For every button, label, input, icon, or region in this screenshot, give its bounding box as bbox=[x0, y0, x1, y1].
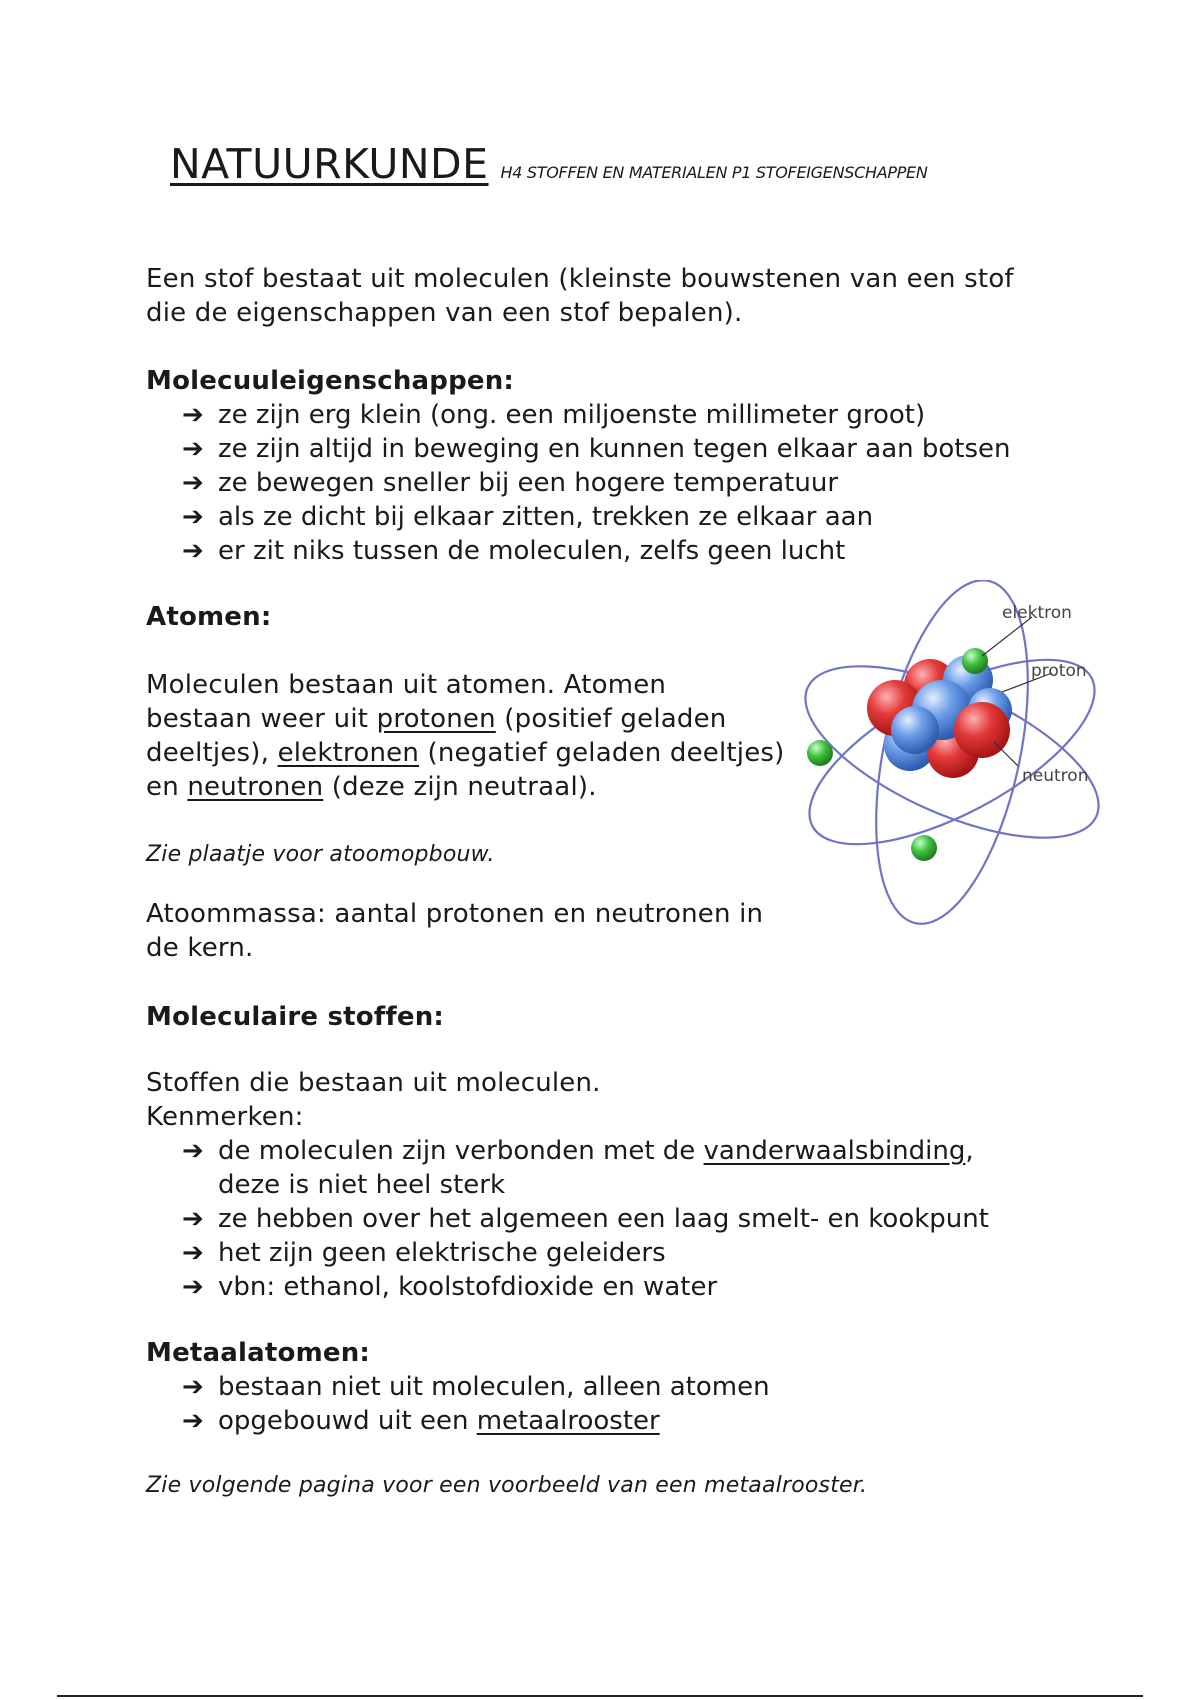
atomen-note: Zie plaatje voor atoomopbouw. bbox=[146, 842, 495, 867]
list-item: ➔ ze zijn erg klein (ong. een miljoenste millimeter groot) bbox=[182, 400, 926, 430]
label-proton: proton bbox=[1031, 661, 1087, 681]
moleculair-paragraph: Stoffen die bestaan uit moleculen. Kenmerken: bbox=[146, 1068, 601, 1132]
arrow-icon: ➔ bbox=[182, 1136, 204, 1166]
moleculair-heading: Moleculaire stoffen: bbox=[146, 1002, 445, 1032]
page-title: NATUURKUNDE bbox=[170, 140, 489, 188]
term-elektronen: elektronen bbox=[277, 738, 420, 768]
page-subtitle: H4 STOFFEN EN MATERIALEN P1 STOFEIGENSCHAPPEN bbox=[500, 163, 928, 182]
label-neutron: neutron bbox=[1022, 766, 1089, 786]
list-item: ➔ ze hebben over het algemeen een laag smelt- en kookpunt bbox=[182, 1204, 989, 1234]
molecuul-list bbox=[182, 398, 1011, 568]
arrow-icon: ➔ bbox=[182, 468, 204, 498]
arrow-icon: ➔ bbox=[182, 1238, 204, 1268]
term-vanderwaalsbinding: vanderwaalsbinding bbox=[703, 1136, 966, 1166]
intro-line: Een stof bestaat uit moleculen (kleinste bouwstenen van een stof bbox=[146, 264, 1014, 294]
arrow-icon: ➔ bbox=[182, 502, 204, 532]
list-item: ➔ bestaan niet uit moleculen, alleen atomen bbox=[182, 1372, 770, 1402]
term-protonen: protonen bbox=[376, 704, 496, 734]
metaal-note: Zie volgende pagina voor een voorbeeld van een metaalrooster. bbox=[146, 1473, 868, 1498]
arrow-icon: ➔ bbox=[182, 1204, 204, 1234]
term-metaalrooster: metaalrooster bbox=[476, 1406, 660, 1436]
list-item: ➔ opgebouwd uit een metaalrooster bbox=[182, 1406, 660, 1436]
arrow-icon: ➔ bbox=[182, 536, 204, 566]
electron bbox=[962, 648, 988, 674]
arrow-icon: ➔ bbox=[182, 400, 204, 430]
atom-diagram bbox=[790, 580, 1110, 930]
list-item: ➔ vbn: ethanol, koolstofdioxide en water bbox=[182, 1272, 718, 1302]
list-item: ➔ als ze dicht bij elkaar zitten, trekken ze elkaar aan bbox=[182, 502, 874, 532]
atomen-paragraph: Moleculen bestaan uit atomen. Atomen bestaan weer uit protonen (positief geladen deeltjes), elektronen (negatief geladen deeltjes) en neutronen (deze zijn neutraal). bbox=[146, 670, 785, 802]
label-elektron: elektron bbox=[1002, 603, 1072, 623]
term-neutronen: neutronen bbox=[187, 772, 324, 802]
footer-divider bbox=[57, 1695, 1143, 1697]
arrow-icon: ➔ bbox=[182, 1372, 204, 1402]
list-item: ➔ de moleculen zijn verbonden met de vanderwaalsbinding, deze is niet heel sterk bbox=[182, 1136, 974, 1200]
nucleus bbox=[867, 655, 1012, 778]
intro-line: die de eigenschappen van een stof bepalen). bbox=[146, 298, 743, 328]
electron bbox=[807, 740, 833, 766]
arrow-icon: ➔ bbox=[182, 434, 204, 464]
atoommassa-paragraph: Atoommassa: aantal protonen en neutronen in de kern. bbox=[146, 899, 764, 963]
page-header bbox=[170, 140, 928, 188]
arrow-icon: ➔ bbox=[182, 1272, 204, 1302]
atomen-heading: Atomen: bbox=[146, 602, 272, 632]
list-item: ➔ er zit niks tussen de moleculen, zelfs geen lucht bbox=[182, 536, 846, 566]
molecuul-heading: Molecuuleigenschappen: bbox=[146, 366, 515, 396]
list-item: ➔ het zijn geen elektrische geleiders bbox=[182, 1238, 666, 1268]
electron bbox=[911, 835, 937, 861]
list-item: ➔ ze zijn altijd in beweging en kunnen tegen elkaar aan botsen bbox=[182, 434, 1011, 464]
moleculair-list bbox=[182, 1134, 989, 1304]
metaal-heading: Metaalatomen: bbox=[146, 1338, 371, 1368]
intro-paragraph bbox=[146, 262, 1014, 330]
list-item: ➔ ze bewegen sneller bij een hogere temperatuur bbox=[182, 468, 839, 498]
arrow-icon: ➔ bbox=[182, 1406, 204, 1436]
metaal-list bbox=[182, 1370, 770, 1438]
